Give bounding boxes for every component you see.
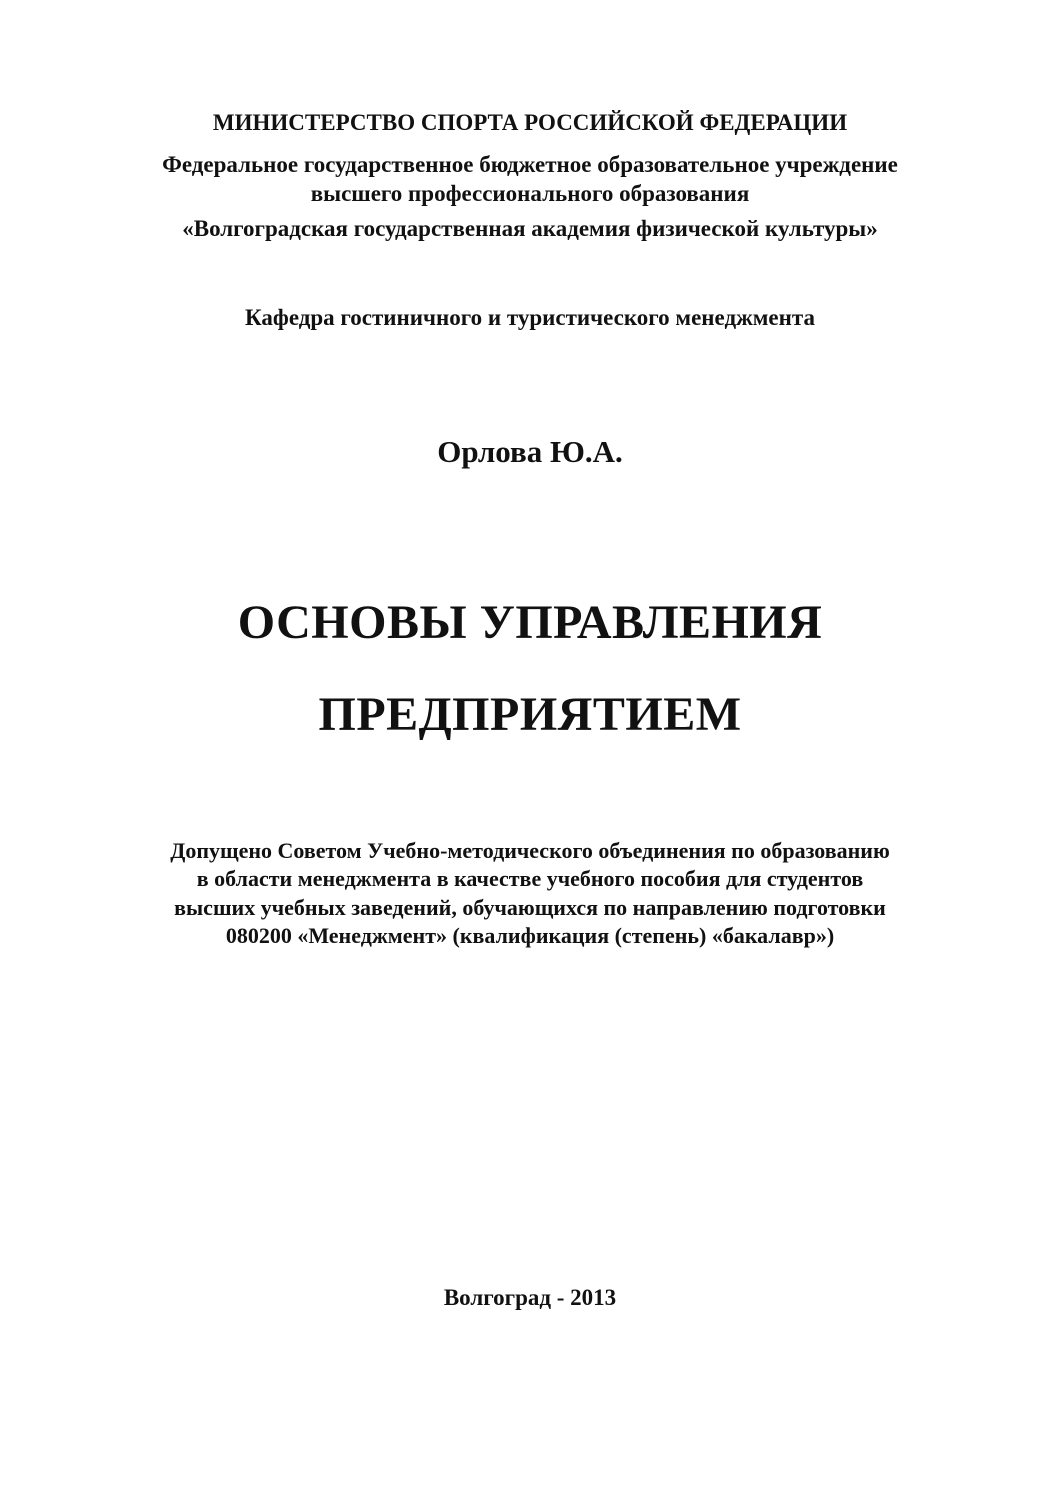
institution-line-2: высшего профессионального образования bbox=[310, 181, 750, 206]
approval-line-1: Допущено Советом Учебно-методического объединения по образованию bbox=[170, 838, 890, 863]
book-title-line-2: ПРЕДПРИЯТИЕМ bbox=[318, 688, 742, 741]
approval-line-2: в области менеджмента в качестве учебного пособия для студентов bbox=[196, 866, 864, 891]
approval-line-3: высших учебных заведений, обучающихся по направлению подготовки bbox=[174, 895, 886, 920]
book-title-line-1: ОСНОВЫ УПРАВЛЕНИЯ bbox=[237, 596, 823, 649]
academy-name: «Волгоградская государственная академия физической культуры» bbox=[182, 216, 878, 241]
ministry-name: МИНИСТЕРСТВО СПОРТА РОССИЙСКОЙ ФЕДЕРАЦИИ bbox=[212, 110, 848, 135]
place-year: Волгоград - 2013 bbox=[443, 1285, 617, 1310]
approval-line-4: 080200 «Менеджмент» (квалификация (степень) «бакалавр») bbox=[225, 923, 835, 948]
department-name: Кафедра гостиничного и туристического менеджмента bbox=[245, 305, 815, 330]
institution-line-1: Федеральное государственное бюджетное образовательное учреждение bbox=[162, 152, 898, 177]
author-name: Орлова Ю.А. bbox=[437, 434, 623, 469]
